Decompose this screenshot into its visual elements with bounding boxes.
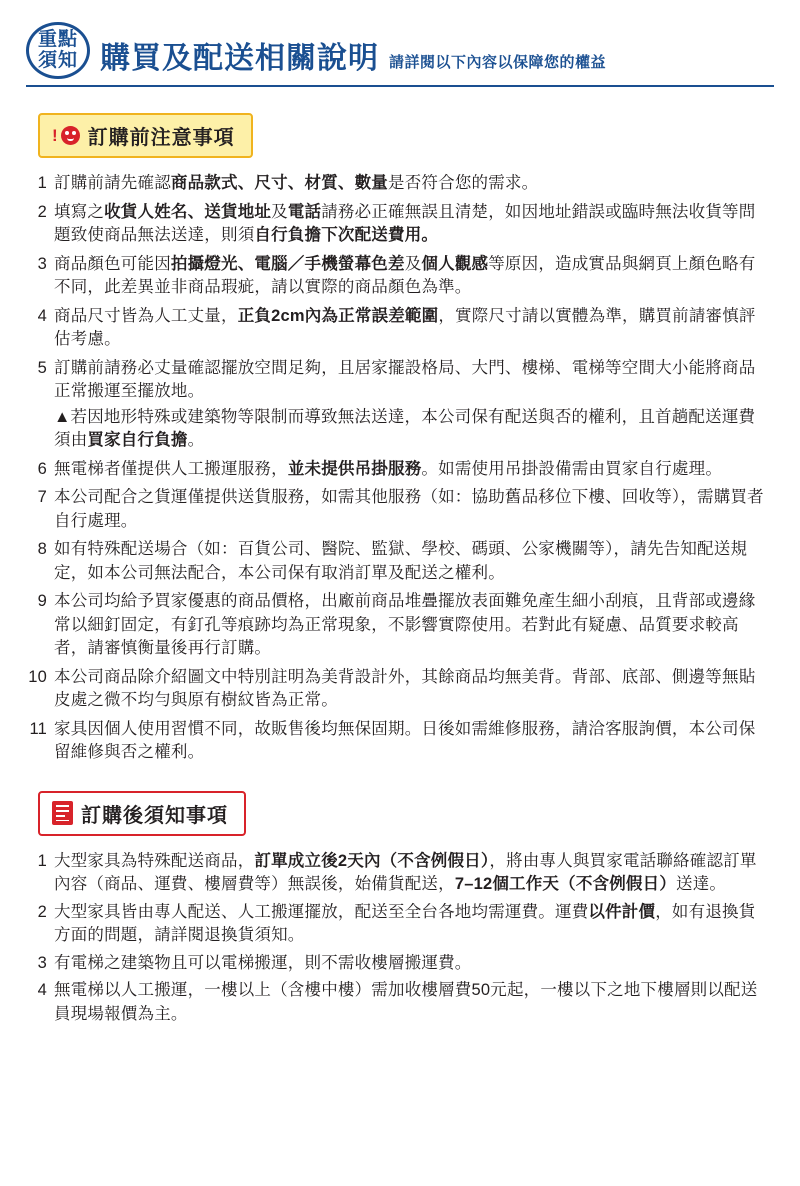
list-item-number: 2 [37, 902, 47, 921]
list-item-text: 無電梯者僅提供人工搬運服務，並未提供吊掛服務。如需使用吊掛設備需由買家自行處理。 [54, 459, 723, 478]
list-item [28, 850, 768, 897]
document-icon [52, 801, 73, 825]
page-title: 購買及配送相關說明 [100, 42, 380, 75]
badge-line-1: 重點 [38, 29, 79, 50]
list-item-number: 5 [37, 358, 47, 377]
badge-line-2: 須知 [38, 50, 79, 71]
list-item [28, 590, 768, 661]
list-item [28, 201, 768, 248]
list-item [28, 979, 768, 1026]
document-header [26, 22, 774, 87]
list-item-number: 4 [37, 306, 47, 325]
list-item [28, 538, 768, 585]
list-item [28, 357, 768, 453]
before-order-list-wrap [26, 172, 774, 765]
list-item-text: 本公司均給予買家優惠的商品價格，出廠前商品堆疊擺放表面難免產生細小刮痕，且背部或邊緣常以細釘固定，有釘孔等痕跡均為正常現象，不影響實際使用。若對此有疑慮、品質要求較高者，請審慎衡量後再行訂購。 [54, 592, 756, 657]
list-item-text: 如有特殊配送場合（如：百貨公司、醫院、監獄、學校、碼頭、公家機關等），請先告知配送規定，如本公司無法配合，本公司保有取消訂單及配送之權利。 [54, 540, 748, 582]
section-heading-after-order [38, 791, 774, 836]
list-item [28, 718, 768, 765]
list-item-text: 訂購前請先確認商品款式、尺寸、材質、數量是否符合您的需求。 [54, 174, 539, 192]
list-item-text: 家具因個人使用習慣不同，故販售後均無保固期。日後如需維修服務，請洽客服詢價，本公司保留維修與否之權利。 [54, 719, 756, 761]
key-notice-badge [26, 22, 90, 79]
list-item [28, 253, 768, 300]
list-item-text: 大型家具為特殊配送商品，訂單成立後2天內（不含例假日），將由專人與買家電話聯絡確認訂單內容（商品、運費、樓層費等）無誤後，始備貨配送，7–12個工作天（不含例假日）送達。 [54, 851, 757, 893]
list-item [28, 305, 768, 352]
list-item-number: 10 [28, 667, 47, 686]
list-item-number: 3 [37, 953, 47, 972]
list-item [28, 172, 768, 196]
alert-circle-icon: ! [52, 126, 80, 145]
list-item-text: 本公司配合之貨運僅提供送貨服務，如需其他服務（如：協助舊品移位下樓、回收等），需購買者自行處理。 [54, 488, 764, 530]
list-item-text: 本公司商品除介紹圖文中特別註明為美背設計外，其餘商品均無美背。背部、底部、側邊等無貼皮處之微不均勻與原有樹紋皆為正常。 [54, 667, 756, 709]
list-item [28, 486, 768, 533]
list-item-text: 商品顏色可能因拍攝燈光、電腦／手機螢幕色差及個人觀感等原因，造成實品與網頁上顏色略有不同，此差異並非商品瑕疵，請以實際的商品顏色為準。 [54, 254, 756, 296]
section-heading-box [38, 791, 246, 836]
list-item-number: 6 [37, 459, 47, 478]
list-item-number: 7 [37, 488, 47, 506]
after-order-list [28, 850, 768, 1027]
list-item-number: 8 [37, 540, 47, 558]
list-item-subnote: ▲若因地形特殊或建築物等限制而導致無法送達，本公司保有配送與否的權利，且首趟配送運費須由買家自行負擔。 [54, 407, 756, 449]
list-item-number: 3 [37, 254, 47, 273]
after-order-list-wrap [26, 850, 774, 1027]
section-heading-before-order [38, 113, 774, 158]
list-item-number: 9 [37, 592, 47, 610]
list-item-text: 無電梯以人工搬運，一樓以上（含樓中樓）需加收樓層費50元起，一樓以下之地下樓層則以配送員現場報價為主。 [54, 981, 758, 1023]
page-subtitle: 請詳閱以下內容以保障您的權益 [389, 54, 607, 71]
section-heading-box [38, 113, 253, 158]
list-item [28, 666, 768, 713]
list-item [28, 458, 768, 482]
list-item-number: 1 [37, 851, 47, 870]
list-item-number: 11 [29, 719, 47, 738]
list-item-text: 訂購前請務必丈量確認擺放空間足夠，且居家擺設格局、大門、樓梯、電梯等空間大小能將商品正常搬運至擺放地。 ▲若因地形特殊或建築物等限制而導致無法送達，本公司保有配送與否的權利，且首趟配送運費須由買家自行負擔。 [54, 357, 768, 453]
list-item-number: 1 [37, 174, 47, 192]
section-title: 訂購後須知事項 [81, 804, 228, 827]
list-item [28, 952, 768, 976]
list-item [28, 901, 768, 948]
list-item-text: 大型家具皆由專人配送、人工搬運擺放，配送至全台各地均需運費。運費以件計價，如有退換貨方面的問題，請詳閱退換貨須知。 [54, 902, 756, 944]
list-item-number: 2 [37, 202, 47, 221]
list-item-text: 有電梯之建築物且可以電梯搬運，則不需收樓層搬運費。 [54, 953, 472, 972]
list-item-number: 4 [37, 981, 47, 999]
list-item-text: 商品尺寸皆為人工丈量，正負2cm內為正常誤差範圍，實際尺寸請以實體為準，購買前請審慎評估考慮。 [54, 306, 756, 348]
list-item-text: 填寫之收貨人姓名、送貨地址及電話請務必正確無誤且清楚，如因地址錯誤或臨時無法收貨等問題致使商品無法送達，則須自行負擔下次配送費用。 [54, 202, 756, 244]
header-text-group [100, 43, 606, 79]
section-title: 訂購前注意事項 [87, 127, 235, 149]
before-order-list [28, 172, 768, 765]
